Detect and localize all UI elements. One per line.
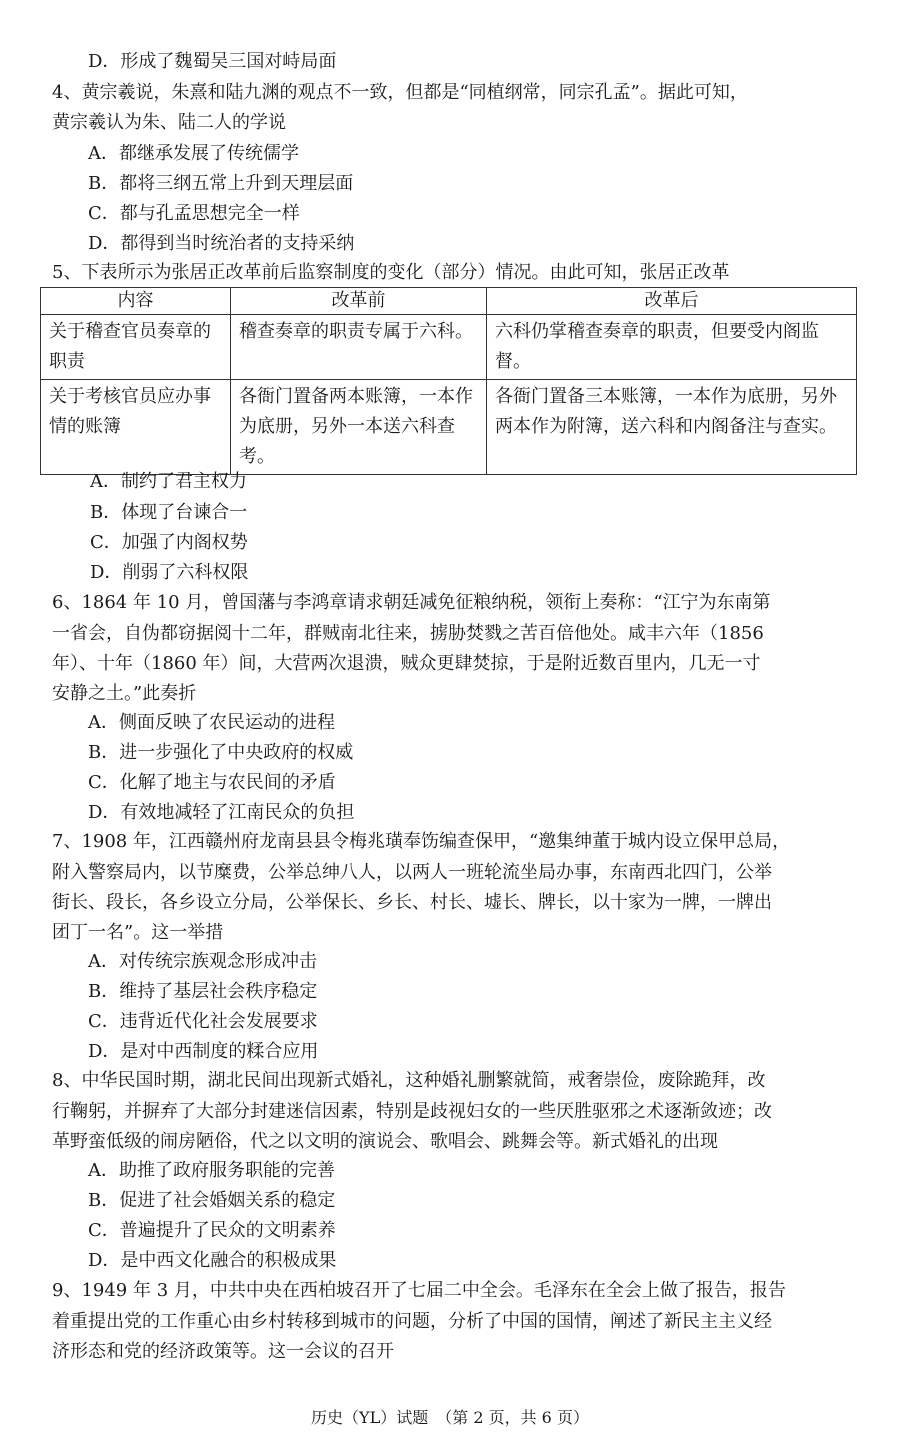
q9-stem-line-3: 济形态和党的经济政策等。这一会议的召开 bbox=[52, 1341, 394, 1362]
q7-stem-line-2: 附入警察局内，以节糜费，公举总绅八人，以两人一班轮流坐局办事，东南西北四门，公举 bbox=[52, 862, 772, 883]
q4-stem-line-2: 黄宗羲认为朱、陆二人的学说 bbox=[52, 112, 286, 133]
q9-stem-line-1: 9、1949 年 3 月，中共中央在西柏坡召开了七届二中全会。毛泽东在全会上做了报告，报告 bbox=[52, 1280, 786, 1301]
q8-option-d: D．是中西文化融合的积极成果 bbox=[88, 1250, 337, 1271]
q4-option-c: C．都与孔孟思想完全一样 bbox=[88, 203, 300, 224]
q6-option-d: D．有效地减轻了江南民众的负担 bbox=[88, 802, 355, 823]
q6-stem-line-4: 安静之土。”此奏折 bbox=[52, 683, 197, 704]
q8-stem-line-1: 8、中华民国时期，湖北民间出现新式婚礼，这种婚礼删繁就简，戒奢崇俭，废除跪拜，改 bbox=[52, 1070, 766, 1091]
q6-option-c: C．化解了地主与农民间的矛盾 bbox=[88, 772, 336, 793]
table-cell: 各衙门置备三本账簿，一本作为底册，另外两本作为附簿，送六科和内阁备注与查实。 bbox=[487, 380, 857, 475]
table-row bbox=[41, 315, 857, 380]
q4-option-b: B．都将三纲五常上升到天理层面 bbox=[88, 173, 354, 194]
table-header-before: 改革前 bbox=[231, 288, 487, 315]
q9-stem-line-2: 着重提出党的工作重心由乡村转移到城市的问题，分析了中国的国情，阐述了新民主主义经 bbox=[52, 1311, 772, 1332]
table-cell: 稽查奏章的职责专属于六科。 bbox=[231, 315, 487, 380]
q6-stem-line-1: 6、1864 年 10 月，曾国藩与李鸿章请求朝廷减免征粮纳税，领衔上奏称：“江宁为东南第 bbox=[52, 592, 771, 613]
q8-stem-line-2: 行鞠躬，并摒弃了大部分封建迷信因素，特别是歧视妇女的一些厌胜驱邪之术逐渐敛迹；改 bbox=[52, 1101, 772, 1122]
q6-stem-line-2: 一省会，自伪都窃据阅十二年，群贼南北往来，掳胁焚戮之苦百倍他处。咸丰六年（1856 bbox=[52, 623, 764, 644]
q5-option-b: B．体现了台谏合一 bbox=[90, 502, 248, 523]
q5-option-a: A．制约了君主权力 bbox=[90, 471, 247, 492]
q5-stem: 5、下表所示为张居正改革前后监察制度的变化（部分）情况。由此可知，张居正改革 bbox=[52, 262, 730, 283]
q7-option-a: A．对传统宗族观念形成冲击 bbox=[88, 951, 317, 972]
q8-stem-line-3: 革野蛮低级的闹房陋俗，代之以文明的演说会、歌唱会、跳舞会等。新式婚礼的出现 bbox=[52, 1131, 718, 1152]
q6-stem-line-3: 年）、十年（1860 年）间，大营两次退溃，贼众更肆焚掠，于是附近数百里内，几无一寸 bbox=[52, 653, 761, 674]
table-header-content: 内容 bbox=[41, 288, 231, 315]
q8-option-b: B．促进了社会婚姻关系的稳定 bbox=[88, 1190, 336, 1211]
q5-table bbox=[40, 287, 857, 475]
table-header-after: 改革后 bbox=[487, 288, 857, 315]
q3-option-d: D．形成了魏蜀吴三国对峙局面 bbox=[88, 51, 337, 72]
q4-option-d: D．都得到当时统治者的支持采纳 bbox=[88, 233, 355, 254]
q5-option-c: C．加强了内阁权势 bbox=[90, 532, 248, 553]
table-cell: 六科仍掌稽查奏章的职责，但要受内阁监督。 bbox=[487, 315, 857, 380]
q6-option-b: B．进一步强化了中央政府的权威 bbox=[88, 742, 354, 763]
table-cell: 各衙门置备两本账簿，一本作为底册，另外一本送六科查考。 bbox=[231, 380, 487, 475]
q7-stem-line-3: 街长、段长，各乡设立分局，公举保长、乡长、村长、墟长、牌长，以十家为一牌，一牌出 bbox=[52, 892, 772, 913]
q7-option-d: D．是对中西制度的糅合应用 bbox=[88, 1041, 319, 1062]
table-cell: 关于稽查官员奏章的职责 bbox=[41, 315, 231, 380]
table-row bbox=[41, 380, 857, 475]
page-footer: 历史（YL）试题 （第 2 页，共 6 页） bbox=[311, 1408, 589, 1427]
table-header-row bbox=[41, 288, 857, 315]
q7-stem-line-4: 团丁一名”。这一举措 bbox=[52, 922, 224, 943]
q8-option-c: C．普遍提升了民众的文明素养 bbox=[88, 1220, 336, 1241]
q5-option-d: D．削弱了六科权限 bbox=[90, 562, 249, 583]
q7-option-c: C．违背近代化社会发展要求 bbox=[88, 1011, 318, 1032]
q6-option-a: A．侧面反映了农民运动的进程 bbox=[88, 712, 335, 733]
q4-stem-line-1: 4、黄宗羲说，朱熹和陆九渊的观点不一致，但都是“同植纲常，同宗孔孟”。据此可知， bbox=[52, 82, 748, 103]
q8-option-a: A．助推了政府服务职能的完善 bbox=[88, 1160, 335, 1181]
table-cell: 关于考核官员应办事情的账簿 bbox=[41, 380, 231, 475]
q7-option-b: B．维持了基层社会秩序稳定 bbox=[88, 981, 318, 1002]
q4-option-a: A．都继承发展了传统儒学 bbox=[88, 143, 299, 164]
q7-stem-line-1: 7、1908 年，江西赣州府龙南县县令梅兆璜奉饬编查保甲，“邀集绅董于城内设立保甲总局， bbox=[52, 831, 791, 852]
